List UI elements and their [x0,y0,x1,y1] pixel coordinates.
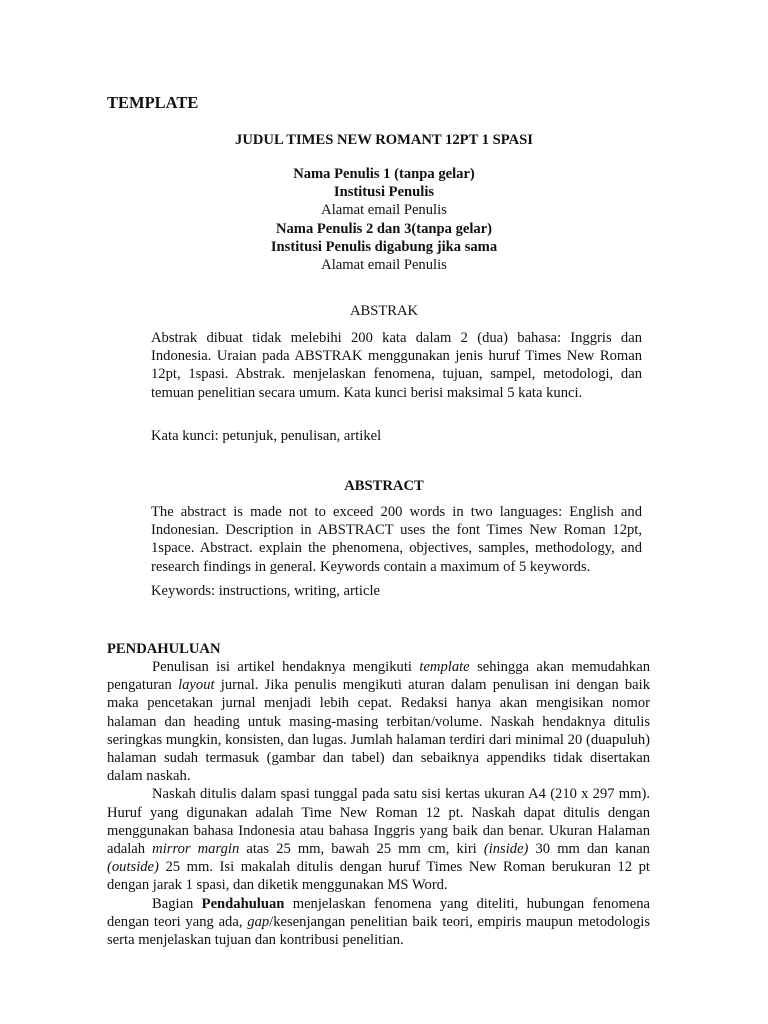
p2-text-a: Naskah ditulis dalam spasi tunggal pada satu sisi kertas ukuran A4 (210 x 297 mm). Huruf yang digunakan adalah Time New Roman 12 pt. Naskah dapat ditulis dengan menggunakan bahasa Indonesia atau bahasa Inggris yang baik dan benar. Ukuran Halaman adalah [107,786,650,858]
author-2-name: Nama Penulis 2 dan 3(tanpa gelar) [275,220,493,237]
abstract-heading: ABSTRACT [344,478,424,494]
p1-text-a: Penulisan isi artikel hendaknya mengikuti [152,659,420,675]
p2-italic-outside: (outside) [107,859,159,876]
pendahuluan-heading: PENDAHULUAN [107,641,221,657]
p1-italic-layout: layout [178,677,215,694]
abstrak-body: Abstrak dibuat tidak melebihi 200 kata dalam 2 (dua) bahasa: Inggris dan Indonesia. Uraian pada ABSTRAK menggunakan jenis huruf Times New Roman 12pt, 1spasi. Abstrak. menjelaskan fenomena, tujuan, sampel, metodologi, dan temuan penelitian secara umum. Kata kunci berisi maksimal 5 kata kunci. [151,330,642,401]
author-1-institution: Institusi Penulis [333,184,435,201]
p2-italic-inside: (inside) [483,841,529,858]
p3-bold-pendahuluan: Pendahuluan [201,895,285,912]
paragraph-3 [107,895,650,950]
p1-text-c: sehingga akan memudahkan pengaturan [107,659,651,694]
p2-italic-mirror-margin: mirror margin [152,841,240,858]
author-2-institution: Institusi Penulis digabung jika sama [270,238,498,255]
abstrak-keywords: Kata kunci: petunjuk, penulisan, artikel [151,428,382,444]
p2-text-e: 30 mm dan kanan [528,841,650,858]
paragraph-1 [107,658,650,785]
author-block [0,165,768,274]
p3-text-e: /kesenjangan penelitian baik teori, empiris maupun metodologis serta menjelaskan tujuan dan kontribusi penelitian. [107,913,650,949]
p3-text-a: Bagian [152,895,202,912]
abstract-keywords: Keywords: instructions, writing, article [151,583,380,599]
p2-text-c: atas 25 mm, bawah 25 mm cm, kiri [239,841,484,858]
abstract-body: The abstract is made not to exceed 200 words in two languages: English and Indonesian. Description in ABSTRACT uses the font Times New Roman 12pt, 1space. Abstract. explain the phenomena, objectives, samples, methodology, and research findings in general. Keywords contain a maximum of 5 keywords. [151,504,642,575]
template-label: TEMPLATE [107,93,199,112]
p1-text-e: jurnal. Jika penulis mengikuti aturan dalam penulisan ini dengan baik maka pencetakan jurnal menjadi lebih cepat. Redaksi hanya akan mengisikan nomor halaman dan heading untuk masing-masing terbitan/volume. Naskah hendaknya ditulis seringkas mungkin, konsisten, dan lugas. Jumlah halaman terdiri dari minimal 20 (duapuluh) halaman sudah termasuk (gambar dan tabel) dan sebaiknya appendiks tidak disertakan dalam naskah. [107,677,651,785]
p3-italic-gap: gap [247,913,270,930]
paragraph-2 [107,785,650,894]
pendahuluan-body [107,658,650,949]
author-2-email: Alamat email Penulis [321,257,447,274]
p1-italic-template: template [419,659,470,675]
author-1-name: Nama Penulis 1 (tanpa gelar) [293,166,475,182]
paper-title: JUDUL TIMES NEW ROMANT 12PT 1 SPASI [235,132,533,148]
p3-text-c: menjelaskan fenomena yang diteliti, hubungan fenomena dengan teori yang ada, [107,895,650,930]
author-1-email: Alamat email Penulis [321,202,447,219]
abstrak-heading: ABSTRAK [349,303,419,319]
p2-text-g: 25 mm. Isi makalah ditulis dengan huruf Times New Roman berukuran 12 pt dengan jarak 1 spasi, dan diketik menggunakan MS Word. [107,859,650,894]
